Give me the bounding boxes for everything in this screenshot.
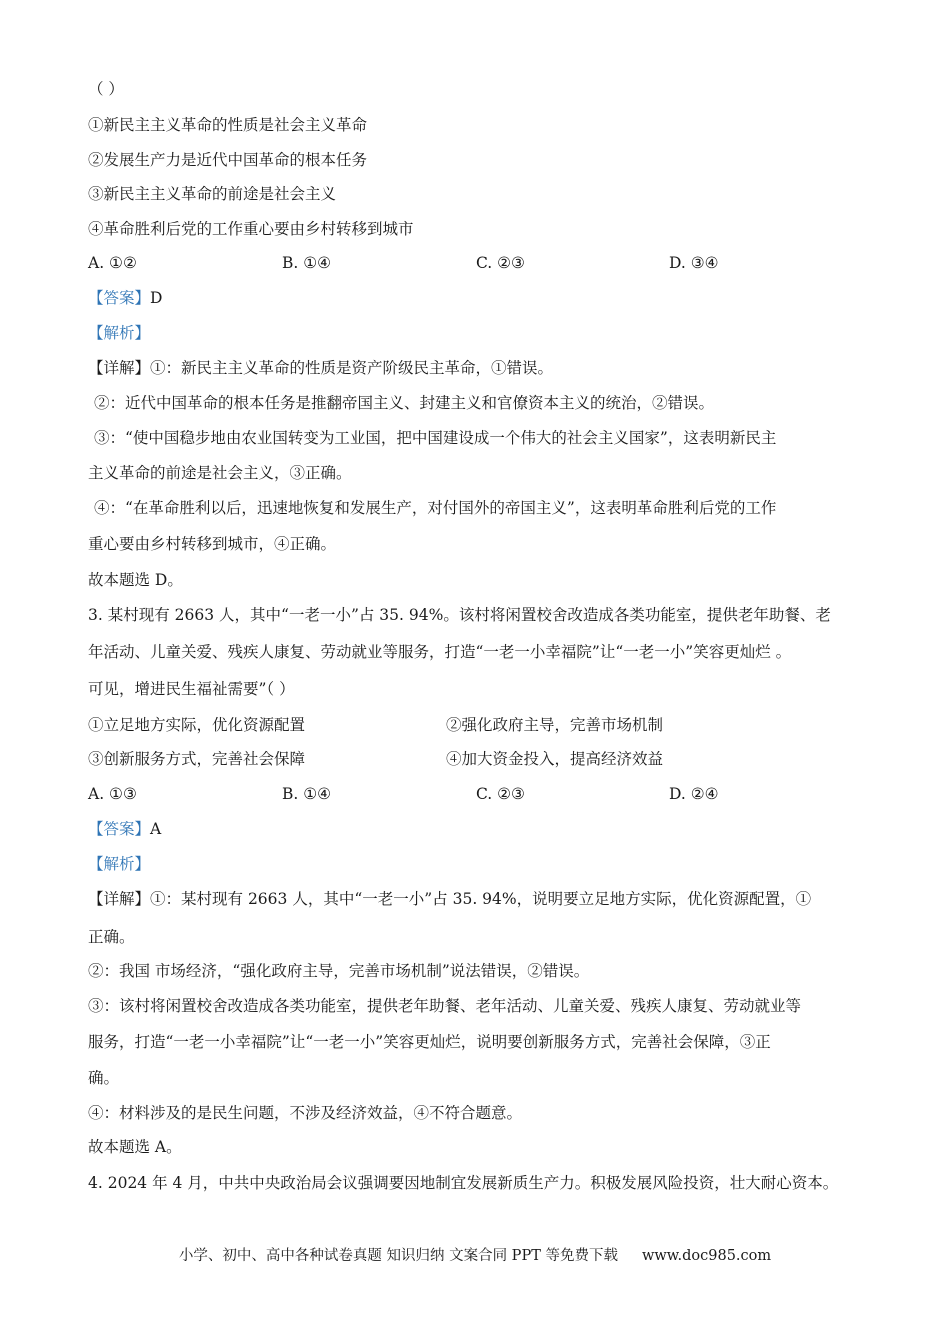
q3-answer — [88, 819, 878, 839]
q2-option-d: D. ③④ — [669, 254, 719, 272]
q4-stem: 4. 2024 年 4 月，中共中央政治局会议强调要因地制宜发展新质生产力。积极发展风险投资，壮大耐心资本。 — [88, 1174, 839, 1192]
q2-statement-2: ②发展生产力是近代中国革命的根本任务 — [88, 151, 368, 169]
q2-detail-6: 重心要由乡村转移到城市，④正确。 — [88, 535, 337, 553]
q2-detail-4: 主义革命的前途是社会主义，③正确。 — [88, 464, 352, 482]
answer-tag: 【答案】 — [88, 289, 151, 307]
q2-statement-1: ①新民主主义革命的性质是社会主义革命 — [88, 116, 368, 134]
q2-option-b: B. ①④ — [282, 254, 332, 272]
footer-text: 小学、初中、高中各种试卷真题 知识归纳 文案合同 PPT 等免费下载 — [178, 1248, 618, 1264]
detail-tag: 【详解】 — [88, 359, 151, 377]
q3-option-c: C. ②③ — [476, 785, 525, 803]
q3-option-d: D. ②④ — [669, 785, 719, 803]
answer-tag: 【答案】 — [88, 820, 151, 838]
q3-statement-1: ①立足地方实际，优化资源配置 — [88, 716, 306, 734]
q3-detail-6: 确。 — [88, 1069, 120, 1087]
answer-value: A — [150, 820, 162, 838]
q3-detail-4: ③：该村将闲置校舍改造成各类功能室，提供老年助餐、老年活动、儿童关爱、残疾人康复、劳动就业等 — [88, 997, 802, 1015]
detail-tag: 【详解】 — [88, 890, 151, 908]
q2-statement-3: ③新民主主义革命的前途是社会主义 — [88, 185, 337, 203]
q2-detail-5: ④：“在革命胜利以后，迅速地恢复和发展生产，对付国外的帝国主义”，这表明革命胜利后党的工作 — [94, 499, 777, 517]
answer-value: D — [150, 289, 163, 307]
q2-option-a: A. ①② — [88, 254, 137, 272]
page-footer — [0, 1246, 950, 1266]
footer-url[interactable]: www.doc985.com — [641, 1248, 772, 1264]
q3-conclusion: 故本题选 A。 — [88, 1138, 182, 1156]
q3-option-b: B. ①④ — [282, 785, 332, 803]
q3-statement-2: ②强化政府主导，完善市场机制 — [446, 716, 664, 734]
q3-statement-3: ③创新服务方式，完善社会保障 — [88, 750, 306, 768]
q3-statement-4: ④加大资金投入，提高经济效益 — [446, 750, 664, 768]
q3-detail-5: 服务，打造“一老一小幸福院”让“一老一小”笑容更灿烂，说明要创新服务方式，完善社会保障，③正 — [88, 1033, 771, 1051]
q3-detail-7: ④：材料涉及的是民生问题，不涉及经济效益，④不符合题意。 — [88, 1104, 523, 1122]
q2-detail-2: ②：近代中国革命的根本任务是推翻帝国主义、封建主义和官僚资本主义的统治，②错误。 — [94, 394, 715, 412]
q2-answer — [88, 288, 878, 308]
q3-detail-1: 【详解】①：某村现有 2663 人，其中“一老一小”占 35. 94%，说明要立足地方实际，优化资源配置，① — [88, 890, 812, 908]
q3-stem-2: 年活动、儿童关爱、残疾人康复、劳动就业等服务，打造“一老一小幸福院”让“一老一小”笑容更灿烂 。 — [88, 643, 792, 661]
q3-stem-3: 可见，增进民生福祉需要”（ ） — [88, 680, 295, 698]
q2-conclusion: 故本题选 D。 — [88, 571, 183, 589]
q2-analysis-tag: 【解析】 — [88, 324, 151, 342]
q3-stem-1: 3. 某村现有 2663 人，其中“一老一小”占 35. 94%。该村将闲置校舍改造成各类功能室，提供老年助餐、老 — [88, 606, 831, 624]
q3-analysis-tag: 【解析】 — [88, 855, 151, 873]
q3-detail-3: ②：我国 市场经济，“强化政府主导，完善市场机制”说法错误，②错误。 — [88, 962, 590, 980]
q2-answer-bracket: （ ） — [88, 80, 124, 98]
q3-detail-2: 正确。 — [88, 928, 135, 946]
q2-detail-3: ③：“使中国稳步地由农业国转变为工业国，把中国建设成一个伟大的社会主义国家”，这表明新民主 — [94, 429, 777, 447]
q2-statement-4: ④革命胜利后党的工作重心要由乡村转移到城市 — [88, 220, 414, 238]
q2-option-c: C. ②③ — [476, 254, 525, 272]
q3-option-a: A. ①③ — [88, 785, 137, 803]
q2-detail-1: 【详解】①：新民主主义革命的性质是资产阶级民主革命，①错误。 — [88, 359, 554, 377]
